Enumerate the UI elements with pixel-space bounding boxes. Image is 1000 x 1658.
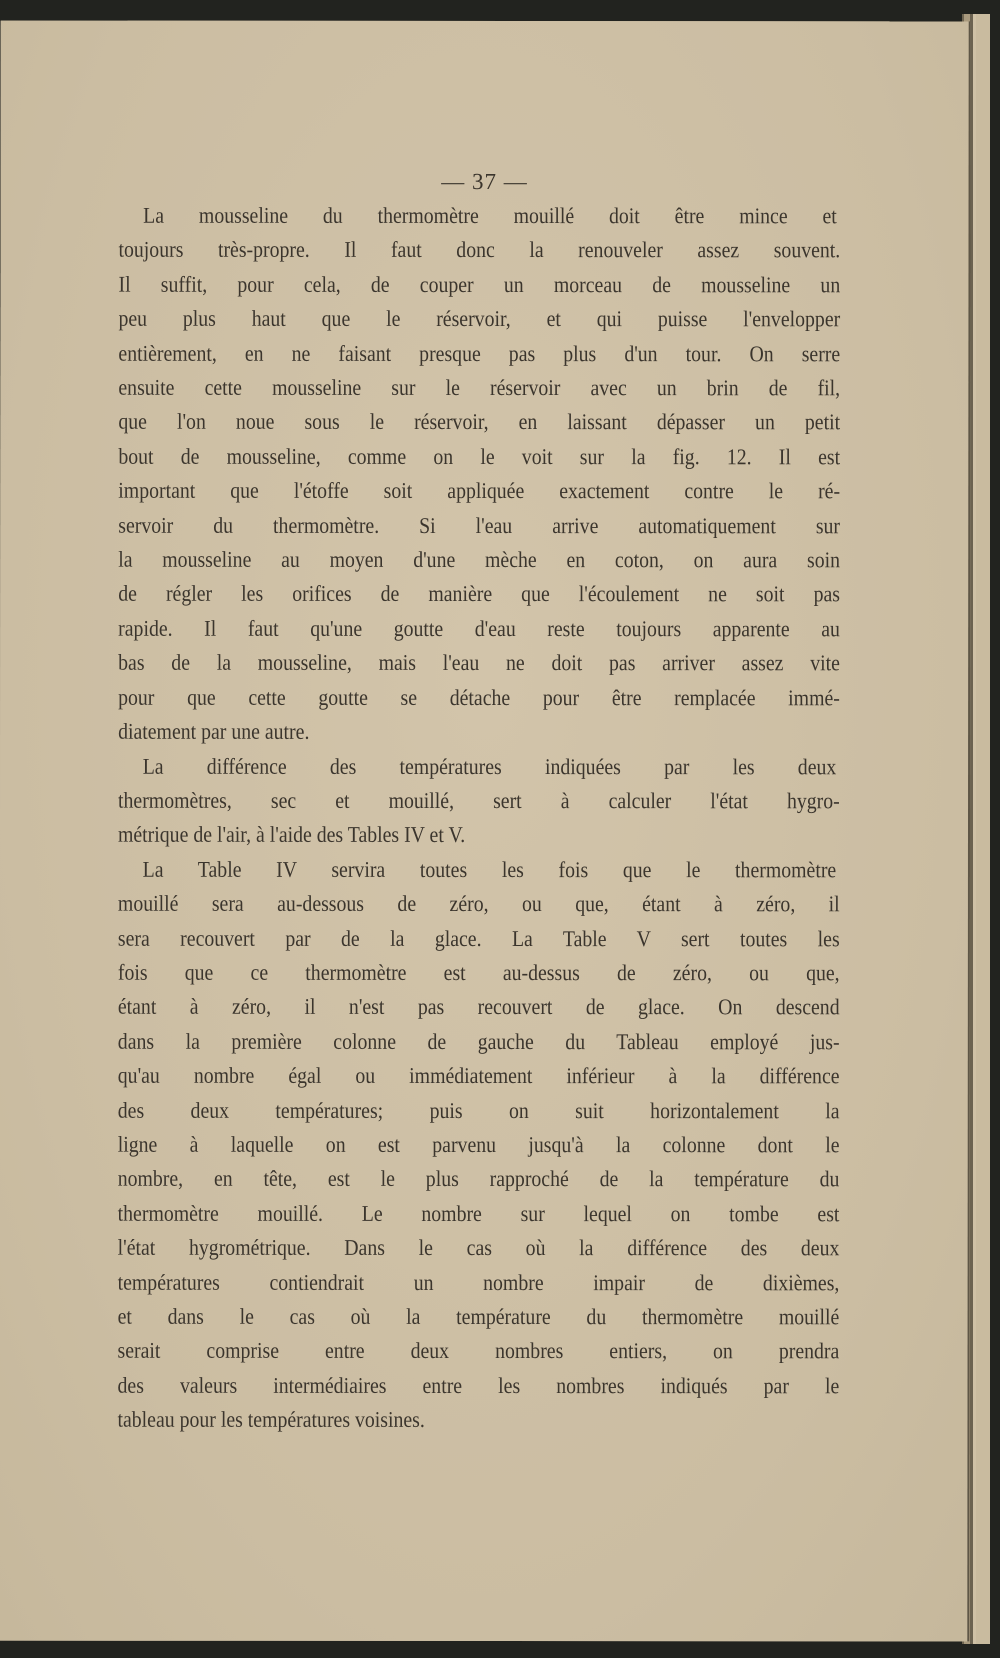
text-line: pour que cette goutte se détache pour être remplacée immé- bbox=[118, 684, 840, 710]
text-line: toujours très-propre. Il faut donc la renouveler assez souvent. bbox=[118, 237, 841, 263]
text-line: La différence des températures indiquées par les deux bbox=[142, 753, 837, 779]
text-line: des valeurs intermédiaires entre les nombres indiqués par le bbox=[117, 1372, 840, 1399]
text-line: La Table IV servira toutes les fois que le thermomètre bbox=[142, 856, 837, 883]
text-line: La mousseline du thermomètre mouillé doit être mince et bbox=[143, 202, 837, 229]
text-line: bout de mousseline, comme on le voit sur la fig. 12. Il est bbox=[118, 443, 841, 470]
text-line: nombre, en tête, est le plus rapproché de la température du bbox=[117, 1166, 840, 1192]
text-line: bas de la mousseline, mais l'eau ne doit pas arriver assez vite bbox=[118, 649, 840, 676]
text-line: l'état hygrométrique. Dans le cas où la différence des deux bbox=[117, 1234, 840, 1261]
text-line: rapide. Il faut qu'une goutte d'eau reste toujours apparente au bbox=[118, 615, 840, 642]
text-line: servoir du thermomètre. Si l'eau arrive automatiquement sur bbox=[118, 512, 841, 538]
text-line: diatement par une autre. bbox=[118, 718, 310, 744]
text-line: ligne à laquelle on est parvenu jusqu'à la colonne dont le bbox=[117, 1131, 840, 1158]
text-line: qu'au nombre égal ou immédiatement inférieur à la différence bbox=[117, 1062, 840, 1089]
body-text bbox=[117, 199, 840, 1438]
text-line: que l'on noue sous le réservoir, en laissant dépasser un petit bbox=[118, 409, 841, 435]
text-line: serait comprise entre deux nombres entiers, on prendra bbox=[117, 1338, 840, 1364]
text-line: étant à zéro, il n'est pas recouvert de glace. On descend bbox=[117, 994, 840, 1020]
text-line: thermomètre mouillé. Le nombre sur lequel on tombe est bbox=[117, 1200, 840, 1227]
text-line: la mousseline au moyen d'une mèche en coton, on aura soin bbox=[118, 546, 841, 573]
text-line: tableau pour les températures voisines. bbox=[117, 1406, 425, 1433]
text-line: ensuite cette mousseline sur le réservoir avec un brin de fil, bbox=[118, 374, 841, 401]
text-line: métrique de l'air, à l'aide des Tables IV et V. bbox=[117, 821, 466, 848]
text-line: fois que ce thermomètre est au-dessus de zéro, ou que, bbox=[117, 959, 840, 986]
text-line: températures contiendrait un nombre impair de dixièmes, bbox=[117, 1269, 840, 1295]
text-line: important que l'étoffe soit appliquée exactement contre le ré- bbox=[118, 477, 841, 504]
page-number: — 37 — bbox=[441, 168, 528, 195]
text-line: dans la première colonne de gauche du Tableau employé jus- bbox=[117, 1028, 840, 1055]
text-line: entièrement, en ne faisant presque pas plus d'un tour. On serre bbox=[118, 340, 841, 366]
text-line: de régler les orifices de manière que l'écoulement ne soit pas bbox=[118, 581, 840, 607]
text-line: sera recouvert par de la glace. La Table V sert toutes les bbox=[117, 925, 840, 951]
text-line: thermomètres, sec et mouillé, sert à calculer l'état hygro- bbox=[118, 787, 840, 814]
text-line: peu plus haut que le réservoir, et qui puisse l'envelopper bbox=[118, 305, 841, 332]
book-page bbox=[0, 21, 971, 1642]
text-line: et dans le cas où la température du thermomètre mouillé bbox=[117, 1303, 840, 1330]
text-line: Il suffit, pour cela, de couper un morceau de mousseline un bbox=[118, 271, 841, 298]
text-line: des deux températures; puis on suit horizontalement la bbox=[117, 1097, 840, 1123]
text-line: mouillé sera au-dessous de zéro, ou que, étant à zéro, il bbox=[117, 890, 840, 917]
